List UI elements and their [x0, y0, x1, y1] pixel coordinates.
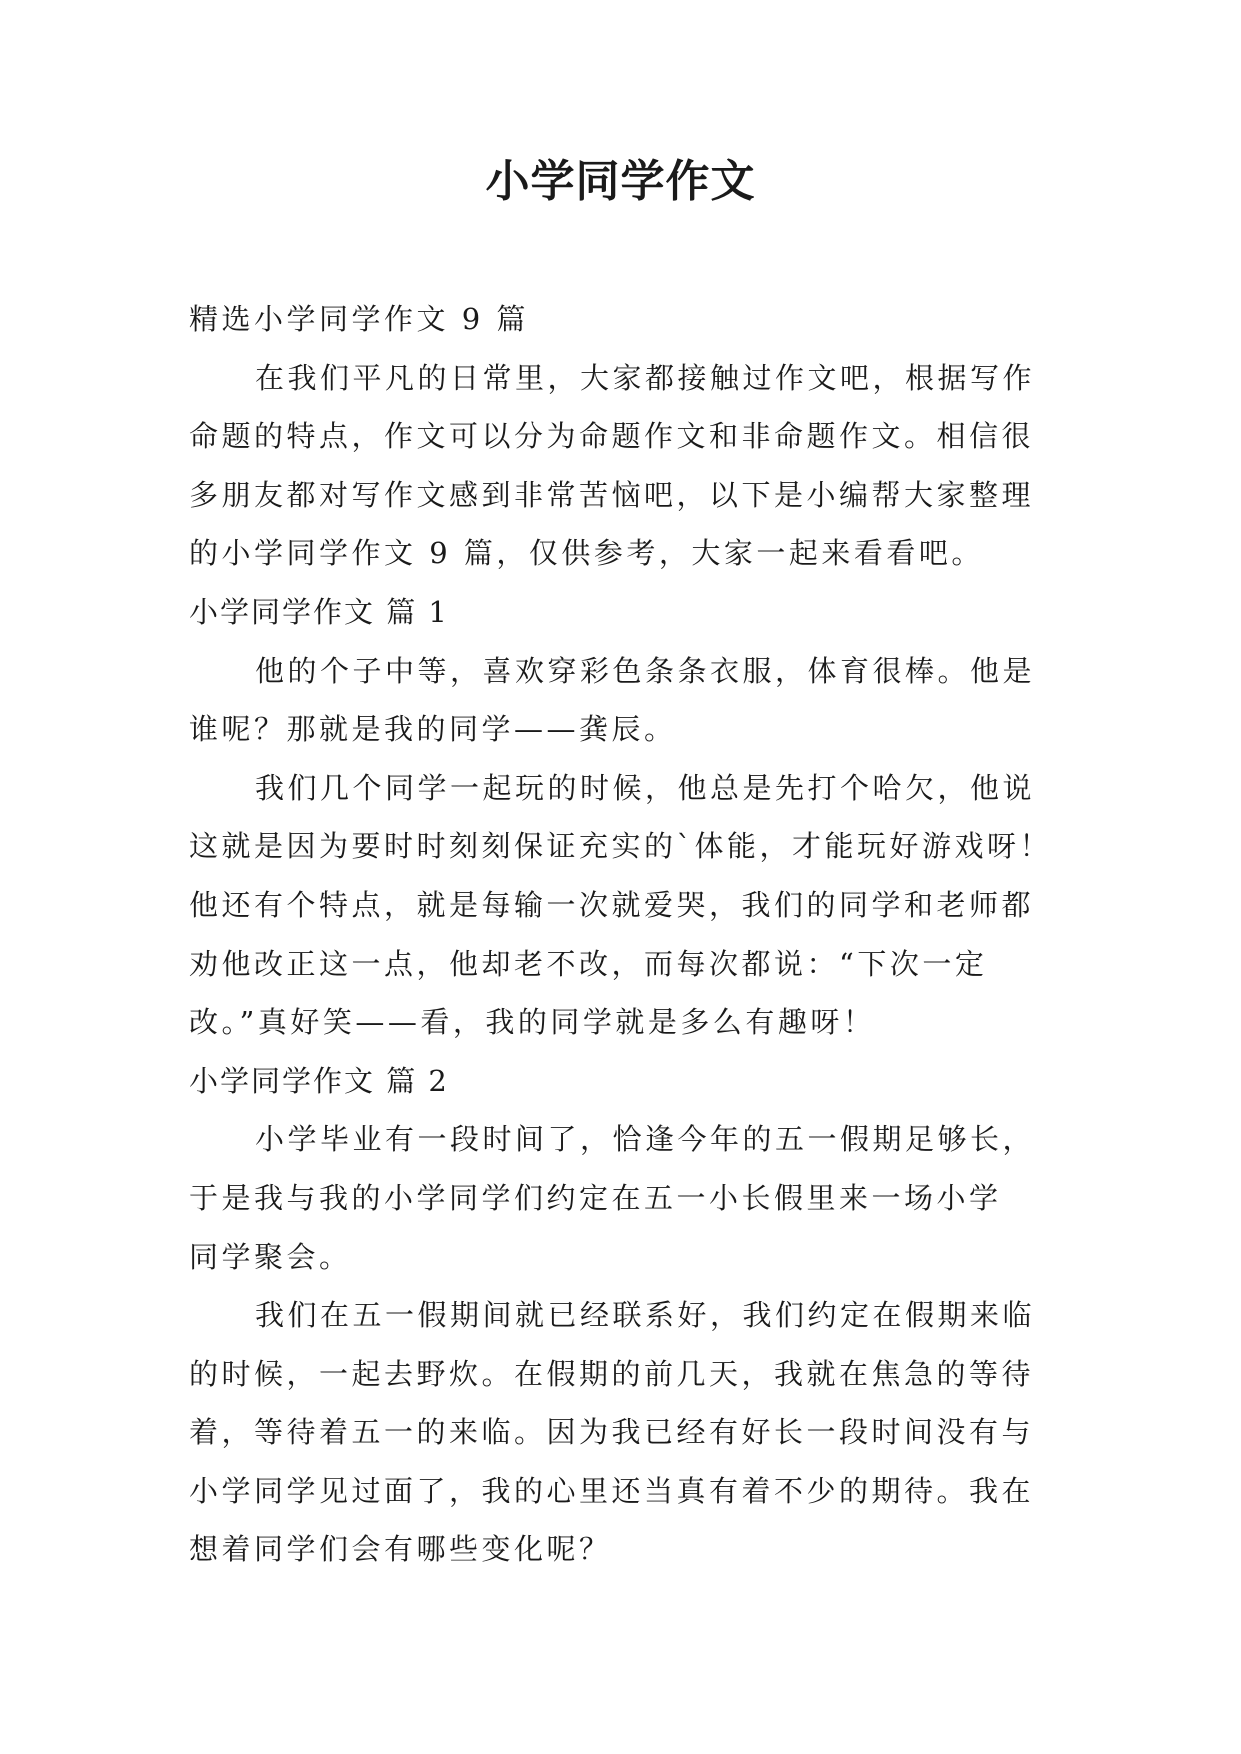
document-title: 小学同学作文 [485, 156, 756, 207]
section-heading: 小学同学作文 篇 2 [189, 1063, 449, 1098]
paragraph-line: 小学同学见过面了，我的心里还当真有着不少的期待。我在 [189, 1473, 1035, 1508]
paragraph-line: 命题的特点，作文可以分为命题作文和非命题作文。相信很 [189, 419, 1035, 454]
section-heading: 小学同学作文 篇 1 [189, 594, 449, 629]
paragraph-line: 我们几个同学一起玩的时候，他总是先打个哈欠，他说 [255, 770, 1036, 805]
paragraph-line: 他还有个特点，就是每输一次就爱哭，我们的同学和老师都 [189, 887, 1035, 922]
paragraph-line: 我们在五一假期间就已经联系好，我们约定在假期来临 [255, 1298, 1036, 1333]
paragraph-line: 这就是因为要时时刻刻保证充实的`体能，才能玩好游戏呀！ [189, 829, 1053, 864]
paragraph-line: 小学毕业有一段时间了，恰逢今年的五一假期足够长， [255, 1122, 1036, 1157]
paragraph-line: 的时候，一起去野炊。在假期的前几天，我就在焦急的等待 [189, 1356, 1035, 1391]
subtitle-line: 精选小学同学作文 9 篇 [189, 302, 529, 336]
paragraph-line: 着，等待着五一的来临。因为我已经有好长一段时间没有与 [189, 1415, 1035, 1450]
paragraph-line: 改。”真好笑——看，我的同学就是多么有趣呀！ [189, 1005, 876, 1040]
paragraph-line: 在我们平凡的日常里，大家都接触过作文吧，根据写作 [255, 360, 1036, 395]
paragraph-line: 想着同学们会有哪些变化呢？ [189, 1532, 612, 1567]
paragraph-line: 谁呢？那就是我的同学——龚辰。 [189, 712, 677, 747]
document-body [189, 290, 1053, 1579]
paragraph-line: 的小学同学作文 9 篇，仅供参考，大家一起来看看吧。 [189, 536, 984, 571]
paragraph-line: 同学聚会。 [189, 1239, 352, 1274]
paragraph-line: 劝他改正这一点，他却老不改，而每次都说：“下次一定 [189, 946, 988, 981]
paragraph-line: 多朋友都对写作文感到非常苦恼吧，以下是小编帮大家整理 [189, 477, 1035, 512]
paragraph-line: 于是我与我的小学同学们约定在五一小长假里来一场小学 [189, 1180, 1002, 1215]
paragraph-line: 他的个子中等，喜欢穿彩色条条衣服，体育很棒。他是 [255, 653, 1036, 688]
